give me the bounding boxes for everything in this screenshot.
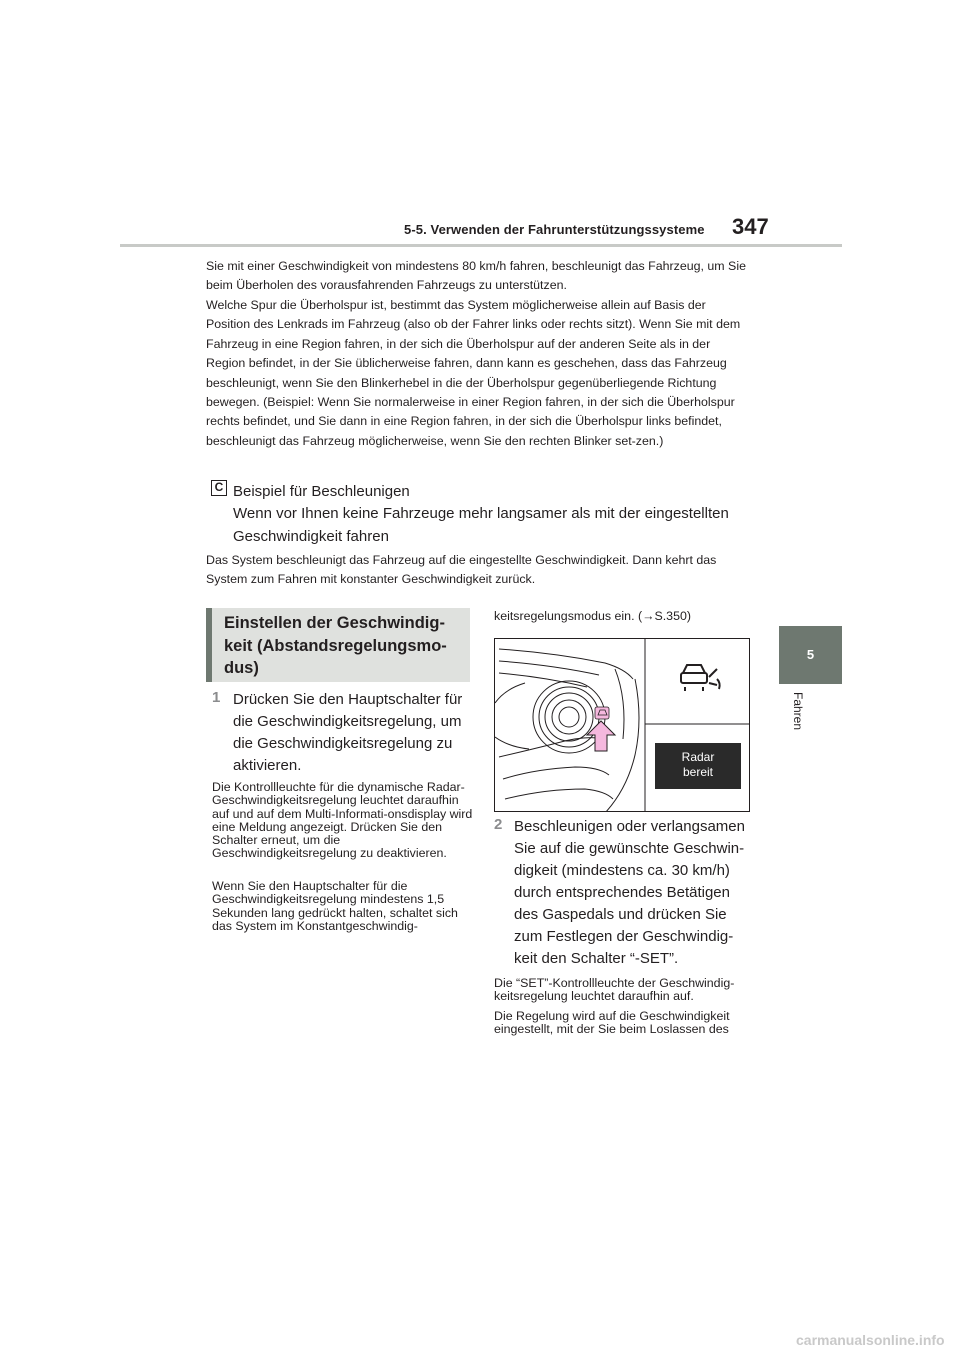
step-2-text: Beschleunigen oder verlangsamen Sie auf die gewünschte Geschwin-digkeit (mindestens ca. 30 km/h) durch entsprechendes Betätigen des Gaspedals und drücken Sie zum Festlegen der Geschwindig-keit den Schalter “-SET”.	[514, 818, 745, 967]
chapter-label: Fahren	[791, 692, 805, 731]
step-2-note-1: Die “SET”-Kontrollleuchte der Geschwindig-keitsregelung leuchtet daraufhin auf.	[494, 976, 735, 1004]
example-subtitle: Wenn vor Ihnen keine Fahrzeuge mehr langsamer als mit der eingestellten Geschwindigkeit fahren	[233, 505, 729, 545]
intro-paragraph-2: Welche Spur die Überholspur ist, bestimmt das System möglicherweise allein auf Basis der Position des Lenkrads im Fahrzeug (also ob der Fahrer links oder rechts sitzt). Wenn Sie mit dem Fahrzeug in eine Region fahren, in der sich die Überholspur auf der anderen Seite als in der Region befindet, in der Sie üblicherweise fahren, dann kann es geschehen, dass das Fahrzeug beschleunigt, wenn Sie den Blinkerhebel in die der Überholspur gegenüberliegende Richtung bewegen. (Beispiel: Wenn Sie normalerweise in einer Region fahren, in der sich die Überholspur rechts befindet, und Sie dann in eine Region fahren, in der sich die Überholspur links befindet, beschleunigt das Fahrzeug möglicherweise, wenn Sie den rechten Blinker set-zen.)	[206, 298, 741, 448]
main-switch-highlight	[595, 707, 609, 719]
radar-cruise-indicator-icon	[681, 665, 720, 691]
header-section-title: 5-5. Verwenden der Fahrunterstützungssysteme	[404, 222, 705, 237]
step-2-note-2: Die Regelung wird auf die Geschwindigkeit eingestellt, mit der Sie beim Loslassen des	[494, 1009, 730, 1037]
example-paragraph: Das System beschleunigt das Fahrzeug auf die eingestellte Geschwindigkeit. Dann kehrt das System zum Fahren mit konstanter Geschwindigkeit zurück.	[206, 553, 717, 587]
section-heading: Einstellen der Geschwindig-keit (Abstandsregelungsmo-dus)	[224, 614, 447, 677]
radar-display-line-1: Radar	[681, 750, 715, 764]
steering-switch-figure	[494, 638, 750, 812]
radar-display-line-2: bereit	[682, 765, 714, 779]
section-heading-bar	[206, 608, 212, 682]
step-1-note-1: Die Kontrollleuchte für die dynamische Radar-Geschwindigkeitsregelung leuchtet daraufhin auf und auf dem Multi-Informati-onsdisplay wird eine Meldung angezeigt. Drücken Sie den Schalter erneut, um die Geschwindigkeitsregelung zu deaktivieren.	[212, 780, 473, 861]
header-divider	[120, 244, 842, 247]
step-2-number: 2	[494, 816, 503, 833]
step-1-number: 1	[212, 689, 221, 706]
section-heading-box	[206, 608, 470, 682]
step-1-note-2: Wenn Sie den Hauptschalter für die Geschwindigkeitsregelung mindestens 1,5 Sekunden lang gedrückt halten, schaltet sich das System im Konstantgeschwindig-	[212, 879, 458, 933]
switch-cluster	[533, 681, 605, 753]
radar-ready-display	[655, 743, 741, 789]
example-title: Beispiel für Beschleunigen	[233, 483, 410, 500]
page-number: 347	[732, 214, 769, 239]
intro-paragraph-1: Sie mit einer Geschwindigkeit von mindestens 80 km/h fahren, beschleunigt das Fahrzeug, um Sie beim Überholen des vorausfahrenden Fahrzeugs zu unterstützen.	[206, 259, 746, 293]
watermark: carmanualsonline.info	[796, 1332, 945, 1348]
step-1-text: Drücken Sie den Hauptschalter für die Geschwindigkeitsregelung, um die Geschwindigkeitsregelung zu aktivieren.	[233, 691, 463, 774]
example-marker: C	[211, 480, 227, 496]
continuation-text: keitsregelungsmodus ein. (→S.350)	[494, 609, 691, 623]
chapter-tab[interactable]: 5	[779, 626, 842, 684]
